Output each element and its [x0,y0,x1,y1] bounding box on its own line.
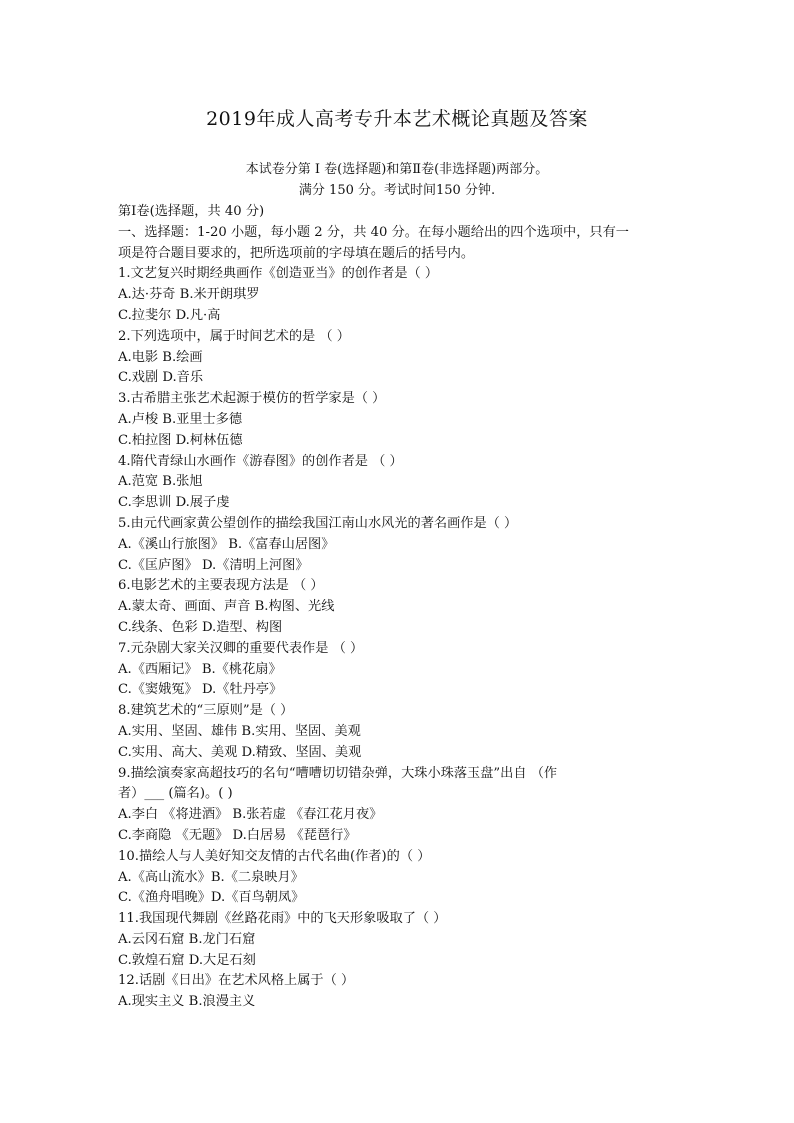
text-line: A.卢梭 B.亚里士多德 [118,411,243,427]
text-line: A.现实主义 B.浪漫主义 [118,994,256,1010]
text-line: C.柏拉图 D.柯林伍德 [118,432,243,448]
text-line: 4.隋代青绿山水画作《游春图》的创作者是 （ ） [118,453,403,469]
text-line: A.云冈石窟 B.龙门石窟 [118,931,256,947]
text-line: A.达·芬奇 B.米开朗琪罗 [118,287,260,303]
text-line: A.范宽 B.张旭 [118,474,203,490]
exam-intro-structure: 本试卷分第 I 卷(选择题)和第Ⅱ卷(非选择题)两部分。 [245,162,549,177]
text-line: A.实用、坚固、雄伟 B.实用、坚固、美观 [118,723,361,739]
exam-intro-score-time: 满分 150 分。考试时间150 分钟. [298,183,496,198]
text-line: 5.由元代画家黄公望创作的描绘我国江南山水风光的著名画作是（ ） [118,515,518,531]
text-line: A.电影 B.绘画 [118,349,203,365]
document-title: 2019年成人高考专升本艺术概论真题及答案 [206,108,588,130]
text-line: 12.话剧《日出》在艺术风格上属于（ ） [118,973,355,989]
text-line: C.《窦娥冤》 D.《牡丹亭》 [118,682,283,698]
text-line: 9.描绘演奏家高超技巧的名句“嘈嘈切切错杂弹，大珠小珠落玉盘”出自 （作 [118,765,558,781]
text-line: 者）___ (篇名)。( ) [118,786,233,802]
text-line: C.李商隐 《无题》 D.白居易 《琵琶行》 [118,827,357,843]
text-line: 项是符合题目要求的，把所选项前的字母填在题后的括号内。 [118,245,475,261]
text-line: 7.元杂剧大家关汉卿的重要代表作是 （ ） [118,640,364,656]
text-line: 1.文艺复兴时期经典画作《创造亚当》的创作者是（ ） [118,266,439,282]
text-line: A.蒙太奇、画面、声音 B.构图、光线 [118,599,335,615]
text-line: 11.我国现代舞剧《丝路花雨》中的飞天形象吸取了（ ） [118,911,447,927]
text-line: C.戏剧 D.音乐 [118,370,204,386]
text-line: 第Ⅰ卷(选择题，共 40 分) [118,204,265,219]
text-line: 2.下列选项中，属于时间艺术的是 （ ） [118,328,350,344]
text-line: 10.描绘人与人美好知交友情的古代名曲(作者)的（ ） [118,848,431,864]
text-line: 3.古希腊主张艺术起源于模仿的哲学家是（ ） [118,391,386,407]
text-line: C.拉斐尔 D.凡·高 [118,307,221,323]
text-line: 8.建筑艺术的“三原则”是（ ） [118,703,294,719]
text-line: A.《西厢记》 B.《桃花扇》 [118,661,282,677]
text-line: A.李白 《将进酒》 B.张若虚 《春江花月夜》 [118,807,383,823]
text-line: C.李思训 D.展子虔 [118,495,230,511]
text-line: C.线条、色彩 D.造型、构图 [118,619,283,635]
text-line: C.敦煌石窟 D.大足石刻 [118,952,256,968]
text-line: C.实用、高大、美观 D.精致、坚固、美观 [118,744,362,760]
text-line: 一、选择题：1-20 小题，每小题 2 分，共 40 分。在每小题给出的四个选项中，只有一 [118,224,629,240]
text-line: A.《溪山行旅图》 B.《富春山居图》 [118,536,335,552]
text-line: 6.电影艺术的主要表现方法是 （ ） [118,578,324,594]
text-line: A.《高山流水》B.《二泉映月》 [118,869,304,885]
text-line: C.《渔舟唱晚》D.《百鸟朝凤》 [118,890,305,906]
text-line: C.《匡庐图》 D.《清明上河图》 [118,557,309,573]
document-body [118,202,680,1013]
